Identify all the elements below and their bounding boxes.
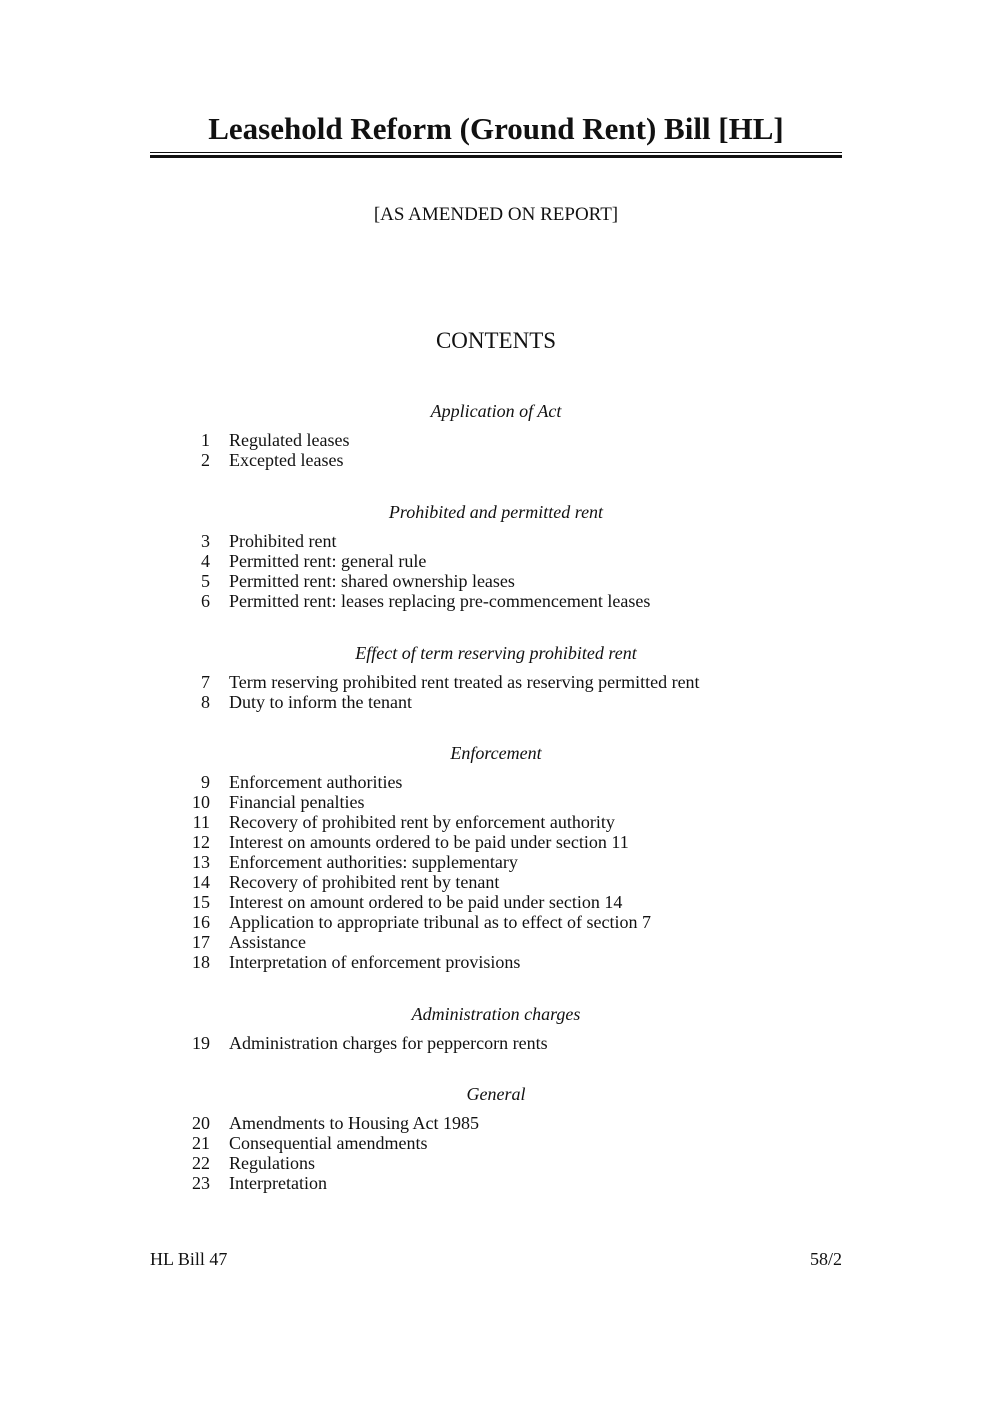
item-title: Interest on amounts ordered to be paid under section 11 (229, 832, 629, 852)
item-number: 16 (192, 912, 210, 932)
section-effect-of-term (150, 642, 842, 712)
item-number: 20 (192, 1113, 210, 1133)
section-heading: Prohibited and permitted rent (388, 502, 604, 522)
document-title: Leasehold Reform (Ground Rent) Bill [HL] (208, 111, 784, 146)
contents-item[interactable] (150, 1113, 842, 1133)
item-title: Administration charges for peppercorn rents (229, 1033, 548, 1053)
item-number: 18 (192, 952, 210, 972)
contents-item[interactable] (150, 812, 842, 832)
contents-item[interactable] (150, 772, 842, 792)
contents-item[interactable] (150, 551, 842, 571)
contents-item[interactable] (150, 892, 842, 912)
contents-item[interactable] (150, 1153, 842, 1173)
contents-item[interactable] (150, 531, 842, 551)
item-title: Interest on amount ordered to be paid under section 14 (229, 892, 623, 912)
section-heading: Administration charges (411, 1004, 581, 1024)
item-number: 11 (192, 812, 210, 832)
contents-item[interactable] (150, 872, 842, 892)
contents-item[interactable] (150, 852, 842, 872)
item-title: Prohibited rent (229, 531, 337, 551)
section-heading: General (466, 1084, 526, 1104)
document-subtitle: [AS AMENDED ON REPORT] (373, 204, 619, 225)
item-title: Consequential amendments (229, 1133, 428, 1153)
item-title: Assistance (229, 932, 306, 952)
section-heading: Effect of term reserving prohibited rent (355, 643, 637, 663)
contents-item[interactable] (150, 792, 842, 812)
item-title: Recovery of prohibited rent by tenant (229, 872, 500, 892)
section-administration-charges (150, 1003, 842, 1053)
item-title: Permitted rent: shared ownership leases (229, 571, 515, 591)
item-title: Excepted leases (229, 450, 344, 470)
item-number: 15 (192, 892, 210, 912)
item-title: Permitted rent: general rule (229, 551, 427, 571)
contents-item[interactable] (150, 430, 842, 450)
item-title: Amendments to Housing Act 1985 (229, 1113, 479, 1133)
contents-item[interactable] (150, 932, 842, 952)
section-application-of-act (150, 400, 842, 470)
item-number: 12 (192, 832, 210, 852)
item-title: Regulated leases (229, 430, 350, 450)
item-number: 8 (201, 692, 210, 712)
title-rule-thin (150, 152, 842, 153)
contents-item[interactable] (150, 571, 842, 591)
item-number: 2 (201, 450, 210, 470)
item-title: Application to appropriate tribunal as to effect of section 7 (229, 912, 652, 932)
item-title: Interpretation (229, 1173, 327, 1193)
contents-heading: CONTENTS (435, 328, 557, 353)
contents-item[interactable] (150, 832, 842, 852)
item-title: Financial penalties (229, 792, 365, 812)
item-number: 5 (201, 571, 210, 591)
section-heading: Application of Act (430, 401, 562, 421)
contents-item[interactable] (150, 952, 842, 972)
item-number: 19 (192, 1033, 210, 1053)
item-title: Enforcement authorities: supplementary (229, 852, 518, 872)
footer-bill-number: HL Bill 47 (150, 1249, 228, 1269)
section-heading: Enforcement (450, 743, 542, 763)
contents-item[interactable] (150, 1033, 842, 1053)
footer-print-reference: 58/2 (809, 1249, 842, 1269)
section-enforcement (150, 742, 842, 972)
contents-item[interactable] (150, 450, 842, 470)
item-title: Duty to inform the tenant (229, 692, 412, 712)
contents-item[interactable] (150, 912, 842, 932)
contents-item[interactable] (150, 1173, 842, 1193)
item-title: Permitted rent: leases replacing pre-commencement leases (229, 591, 651, 611)
item-number: 22 (192, 1153, 210, 1173)
item-number: 23 (192, 1173, 210, 1193)
contents-item[interactable] (150, 672, 842, 692)
item-number: 14 (192, 872, 210, 892)
section-general (150, 1083, 842, 1193)
item-number: 10 (192, 792, 210, 812)
item-title: Interpretation of enforcement provisions (229, 952, 521, 972)
item-title: Enforcement authorities (229, 772, 403, 792)
section-prohibited-and-permitted-rent (150, 501, 842, 611)
item-title: Term reserving prohibited rent treated as reserving permitted rent (229, 672, 700, 692)
contents-item[interactable] (150, 692, 842, 712)
item-number: 1 (201, 430, 210, 450)
contents-item[interactable] (150, 591, 842, 611)
title-rule-thick (150, 155, 842, 158)
item-number: 21 (192, 1133, 210, 1153)
item-number: 9 (201, 772, 210, 792)
item-number: 3 (201, 531, 210, 551)
item-number: 17 (192, 932, 210, 952)
item-number: 7 (201, 672, 210, 692)
item-number: 4 (201, 551, 210, 571)
item-number: 13 (192, 852, 210, 872)
contents-item[interactable] (150, 1133, 842, 1153)
item-title: Recovery of prohibited rent by enforcement authority (229, 812, 615, 832)
item-number: 6 (201, 591, 210, 611)
item-title: Regulations (229, 1153, 315, 1173)
